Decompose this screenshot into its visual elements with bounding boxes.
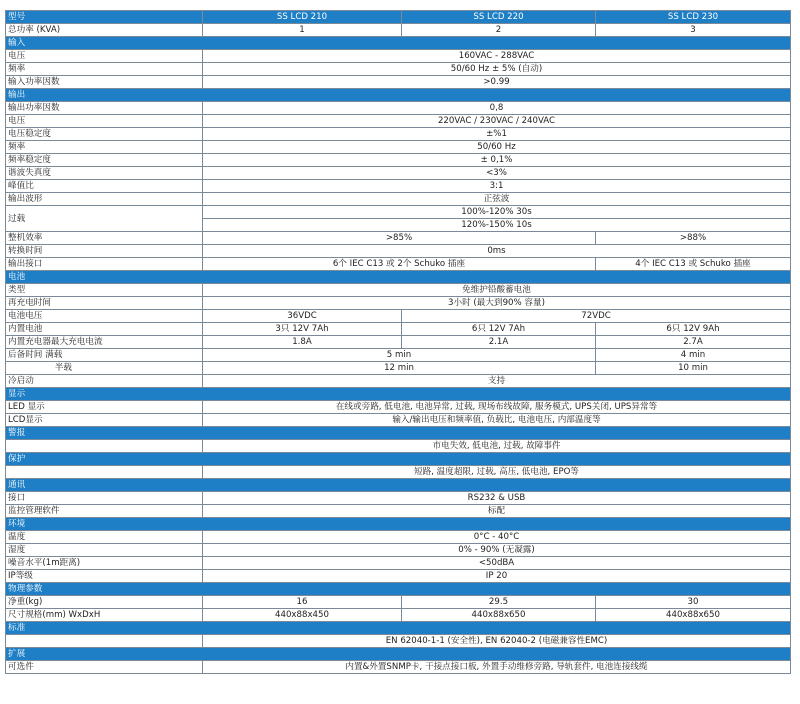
row-value: IP 20 — [203, 570, 791, 583]
row-label: 内置电池 — [6, 323, 203, 336]
row-value: 3小时 (最大到90% 容量) — [203, 297, 791, 310]
section-title: 物理参数 — [6, 583, 791, 596]
battery-type-row — [6, 284, 791, 297]
section-protection — [6, 453, 791, 466]
dims-value-1: 440x88x450 — [203, 609, 402, 622]
row-label: 内置充电器最大充电电流 — [6, 336, 203, 349]
row-label: 频率稳定度 — [6, 154, 203, 167]
model-2: SS LCD 220 — [402, 11, 596, 24]
row-value: 标配 — [203, 505, 791, 518]
output-thd-row — [6, 167, 791, 180]
sockets-value-b: 4个 IEC C13 或 Schuko 插座 — [596, 258, 791, 271]
row-label: 再充电时间 — [6, 297, 203, 310]
power-row — [6, 24, 791, 37]
row-label: 谐波失真度 — [6, 167, 203, 180]
row-label — [6, 440, 203, 453]
weight-value-3: 30 — [596, 596, 791, 609]
output-sockets-row — [6, 258, 791, 271]
comm-port-row — [6, 492, 791, 505]
power-value-2: 2 — [402, 24, 596, 37]
backup-half-b: 10 min — [596, 362, 791, 375]
internal-value-2: 6只 12V 7Ah — [402, 323, 596, 336]
row-label: 总功率 (KVA) — [6, 24, 203, 37]
battery-charger-row — [6, 336, 791, 349]
row-value: ±%1 — [203, 128, 791, 141]
section-title: 警报 — [6, 427, 791, 440]
row-value: 支持 — [203, 375, 791, 388]
row-label: IP等级 — [6, 570, 203, 583]
comm-software-row — [6, 505, 791, 518]
section-title: 扩展 — [6, 648, 791, 661]
overload-line-2: 120%-150% 10s — [203, 219, 791, 232]
row-value: <3% — [203, 167, 791, 180]
row-label: 频率 — [6, 141, 203, 154]
row-label: 电压 — [6, 115, 203, 128]
section-title: 输入 — [6, 37, 791, 50]
section-input — [6, 37, 791, 50]
row-value: 50/60 Hz ± 5% (自动) — [203, 63, 791, 76]
row-value: 220VAC / 230VAC / 240VAC — [203, 115, 791, 128]
internal-value-1: 3只 12V 7Ah — [203, 323, 402, 336]
row-value: 输入/输出电压和频率值, 负载比, 电池电压, 内部温度等 — [203, 414, 791, 427]
section-title: 环境 — [6, 518, 791, 531]
row-label: 类型 — [6, 284, 203, 297]
row-label: LED 显示 — [6, 401, 203, 414]
efficiency-value-a: >85% — [203, 232, 596, 245]
display-led-row — [6, 401, 791, 414]
row-label: 可选件 — [6, 661, 203, 674]
row-label: 接口 — [6, 492, 203, 505]
section-env — [6, 518, 791, 531]
input-frequency-row — [6, 63, 791, 76]
efficiency-value-b: >88% — [596, 232, 791, 245]
section-title: 通讯 — [6, 479, 791, 492]
row-label: 峰值比 — [6, 180, 203, 193]
model-3: SS LCD 230 — [596, 11, 791, 24]
row-value: 正弦波 — [203, 193, 791, 206]
backup-full-a: 5 min — [203, 349, 596, 362]
row-value: >0.99 — [203, 76, 791, 89]
row-label: 噪音水平(1m距离) — [6, 557, 203, 570]
row-value: <50dBA — [203, 557, 791, 570]
row-label: 输出波形 — [6, 193, 203, 206]
model-1: SS LCD 210 — [203, 11, 402, 24]
output-voltage-stability-row — [6, 128, 791, 141]
row-value: 160VAC - 288VAC — [203, 50, 791, 63]
dims-value-2: 440x88x650 — [402, 609, 596, 622]
physical-dims-row — [6, 609, 791, 622]
battery-cold-start-row — [6, 375, 791, 388]
output-pf-row — [6, 102, 791, 115]
battery-recharge-row — [6, 297, 791, 310]
row-value: ± 0,1% — [203, 154, 791, 167]
row-value: 0,8 — [203, 102, 791, 115]
row-label: 频率 — [6, 63, 203, 76]
backup-half-a: 12 min — [203, 362, 596, 375]
env-ip-row — [6, 570, 791, 583]
header-label: 型号 — [6, 11, 203, 24]
physical-weight-row — [6, 596, 791, 609]
row-label: 温度 — [6, 531, 203, 544]
row-label — [6, 466, 203, 479]
battery-backup-half-row — [6, 362, 791, 375]
section-title: 保护 — [6, 453, 791, 466]
dims-value-3: 440x88x650 — [596, 609, 791, 622]
section-title: 显示 — [6, 388, 791, 401]
row-label: 监控管理软件 — [6, 505, 203, 518]
row-label: 整机效率 — [6, 232, 203, 245]
row-label: 输入功率因数 — [6, 76, 203, 89]
output-frequency-row — [6, 141, 791, 154]
env-noise-row — [6, 557, 791, 570]
env-humidity-row — [6, 544, 791, 557]
row-label: LCD显示 — [6, 414, 203, 427]
row-label: 电池电压 — [6, 310, 203, 323]
standards-row — [6, 635, 791, 648]
sockets-value-a: 6个 IEC C13 或 2个 Schuko 插座 — [203, 258, 596, 271]
row-label: 输出接口 — [6, 258, 203, 271]
section-title: 标准 — [6, 622, 791, 635]
row-value: 在线或旁路, 低电池, 电池异常, 过载, 现场布线故障, 服务模式, UPS关闭, UPS异常等 — [203, 401, 791, 414]
charger-value-1: 1.8A — [203, 336, 402, 349]
protection-row — [6, 466, 791, 479]
internal-value-3: 6只 12V 9Ah — [596, 323, 791, 336]
row-value: 50/60 Hz — [203, 141, 791, 154]
expansion-options-row — [6, 661, 791, 674]
row-value: RS232 & USB — [203, 492, 791, 505]
weight-value-1: 16 — [203, 596, 402, 609]
row-label: 半载 — [6, 362, 203, 375]
input-voltage-row — [6, 50, 791, 63]
row-value: 短路, 温度超限, 过载, 高压, 低电池, EPO等 — [203, 466, 791, 479]
section-physical — [6, 583, 791, 596]
row-label: 后备时间 满载 — [6, 349, 203, 362]
section-title: 输出 — [6, 89, 791, 102]
row-value: 免维护铅酸蓄电池 — [203, 284, 791, 297]
row-label: 输出功率因数 — [6, 102, 203, 115]
battery-backup-full-row — [6, 349, 791, 362]
charger-value-2: 2.1A — [402, 336, 596, 349]
row-label: 尺寸规格(mm) WxDxH — [6, 609, 203, 622]
row-label: 湿度 — [6, 544, 203, 557]
row-label: 转换时间 — [6, 245, 203, 258]
power-value-1: 1 — [203, 24, 402, 37]
header-row — [6, 11, 791, 24]
section-expansion — [6, 648, 791, 661]
input-pf-row — [6, 76, 791, 89]
weight-value-2: 29.5 — [402, 596, 596, 609]
output-freq-stability-row — [6, 154, 791, 167]
row-label: 电压 — [6, 50, 203, 63]
row-value: 内置&外置SNMP卡, 干接点接口板, 外置手动维修旁路, 导轨套件, 电池连接线缆 — [203, 661, 791, 674]
output-efficiency-row — [6, 232, 791, 245]
section-display — [6, 388, 791, 401]
charger-value-3: 2.7A — [596, 336, 791, 349]
spec-table — [5, 10, 791, 674]
row-value: EN 62040-1-1 (安全性), EN 62040-2 (电磁兼容性EMC) — [203, 635, 791, 648]
overload-line-1: 100%-120% 30s — [203, 206, 791, 219]
battery-voltage-a: 36VDC — [203, 310, 402, 323]
row-value: 0% - 90% (无凝露) — [203, 544, 791, 557]
output-transfer-row — [6, 245, 791, 258]
alarm-row — [6, 440, 791, 453]
row-label: 电压稳定度 — [6, 128, 203, 141]
power-value-3: 3 — [596, 24, 791, 37]
backup-full-b: 4 min — [596, 349, 791, 362]
battery-internal-row — [6, 323, 791, 336]
battery-voltage-row — [6, 310, 791, 323]
battery-voltage-b: 72VDC — [402, 310, 791, 323]
output-voltage-row — [6, 115, 791, 128]
section-title: 电池 — [6, 271, 791, 284]
row-label: 净重(kg) — [6, 596, 203, 609]
section-alarm — [6, 427, 791, 440]
row-label: 过载 — [6, 206, 203, 232]
section-comm — [6, 479, 791, 492]
display-lcd-row — [6, 414, 791, 427]
section-output — [6, 89, 791, 102]
row-value: 市电失效, 低电池, 过载, 故障事件 — [203, 440, 791, 453]
section-battery — [6, 271, 791, 284]
row-value: 3:1 — [203, 180, 791, 193]
row-label: 冷启动 — [6, 375, 203, 388]
output-waveform-row — [6, 193, 791, 206]
row-value: 0°C - 40°C — [203, 531, 791, 544]
env-temp-row — [6, 531, 791, 544]
section-standards — [6, 622, 791, 635]
output-crest-row — [6, 180, 791, 193]
row-value: 0ms — [203, 245, 791, 258]
output-overload-row — [6, 206, 791, 219]
row-label — [6, 635, 203, 648]
